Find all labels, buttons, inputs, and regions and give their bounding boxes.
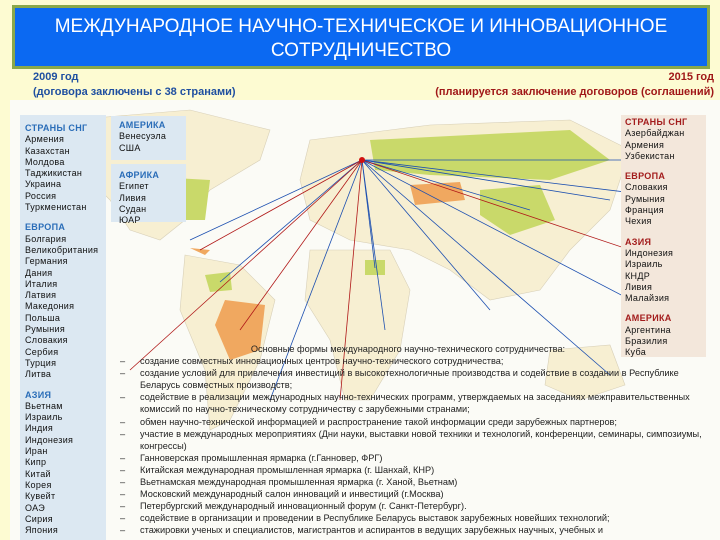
group-title: АМЕРИКА bbox=[625, 313, 672, 324]
group-title: ЕВРОПА bbox=[625, 171, 666, 182]
form-item: – Ганноверская промышленная ярмарка (г.Ганновер, ФРГ) bbox=[118, 452, 718, 464]
country-item: Кувейт bbox=[25, 491, 56, 502]
group-title: АЗИЯ bbox=[25, 389, 52, 400]
country-item: Молдова bbox=[25, 156, 65, 167]
country-item: Литва bbox=[25, 369, 52, 380]
country-item: Узбекистан bbox=[625, 150, 675, 161]
form-item: – стажировки ученых и специалистов, магистрантов и аспирантов в ведущих зарубежных научных, учебных и bbox=[118, 524, 718, 536]
country-item: Германия bbox=[25, 256, 68, 267]
form-item: – содействие в организации и проведении в Республике Беларусь выставок зарубежных новейших технологий; bbox=[118, 512, 718, 524]
form-item: – Московский международный салон инноваций и инвестиций (г.Москва) bbox=[118, 488, 718, 500]
belarus-marker bbox=[359, 157, 365, 163]
form-item: – создание условий для привлечения инвестиций в высокотехнологичные производства и содействие в создании в Республике Беларусь совместных производств; bbox=[118, 367, 718, 391]
year-2015-label bbox=[435, 70, 714, 100]
country-item: Латвия bbox=[25, 290, 57, 301]
year-2015: 2015 год bbox=[668, 71, 714, 83]
country-item: Словакия bbox=[625, 182, 668, 193]
forms-title: Основные формы международного научно-технического сотрудничества: bbox=[250, 344, 566, 354]
form-item: – Вьетнамская международная промышленная ярмарка (г. Ханой, Вьетнам) bbox=[118, 476, 718, 488]
country-item: Ливия bbox=[119, 192, 147, 203]
group-title: ЕВРОПА bbox=[25, 222, 66, 233]
country-item: Дания bbox=[25, 267, 53, 278]
country-item: Бразилия bbox=[625, 336, 668, 347]
country-item: Великобритания bbox=[25, 244, 99, 255]
country-item: Армения bbox=[625, 139, 665, 150]
form-item: – создание совместных инновационных центров научно-технического сотрудничества; bbox=[118, 355, 718, 367]
country-item: Аргентина bbox=[625, 324, 671, 335]
country-item: Сирия bbox=[25, 513, 53, 524]
america-2009-list bbox=[111, 116, 186, 160]
country-item: Казахстан bbox=[25, 145, 70, 156]
country-item: Польша bbox=[25, 312, 61, 323]
year-2009-label bbox=[33, 70, 236, 100]
country-item: Индонезия bbox=[25, 434, 74, 445]
country-item: ОАЭ bbox=[25, 502, 45, 513]
country-item: Индия bbox=[25, 423, 54, 434]
group-title: АФРИКА bbox=[119, 170, 160, 180]
group-title: СТРАНЫ СНГ bbox=[25, 123, 88, 133]
country-item: Италия bbox=[25, 278, 58, 289]
country-item: Куба bbox=[625, 347, 646, 358]
country-item: Сербия bbox=[25, 346, 59, 357]
country-item: Македония bbox=[25, 301, 75, 312]
page-title: МЕЖДУНАРОДНОЕ НАУЧНО-ТЕХНИЧЕСКОЕ И ИННОВАЦИОННОЕ СОТРУДНИЧЕСТВО bbox=[12, 5, 710, 69]
partners-2009-list bbox=[20, 115, 106, 540]
country-item: Корея bbox=[25, 479, 52, 490]
country-item: Кипр bbox=[25, 457, 47, 468]
country-item: Иран bbox=[25, 446, 48, 457]
country-item: Болгария bbox=[25, 233, 67, 244]
form-item: – Китайская международная промышленная ярмарка (г. Шанхай, КНР) bbox=[118, 464, 718, 476]
country-item: Словакия bbox=[25, 335, 68, 346]
country-item: Малайзия bbox=[625, 293, 670, 304]
form-item: – обмен научно-технической информацией и распространение такой информации среди зарубежных партнеров; bbox=[118, 416, 718, 428]
country-item: Армения bbox=[25, 134, 65, 145]
country-item: Япония bbox=[25, 525, 59, 536]
country-item: Франция bbox=[625, 205, 664, 216]
country-item: Россия bbox=[25, 190, 57, 201]
country-item: Венесуэла bbox=[119, 131, 167, 142]
africa-2009-list bbox=[111, 164, 186, 226]
country-item: Азербайджан bbox=[625, 128, 685, 139]
forms-list bbox=[118, 355, 718, 536]
country-item: Чехия bbox=[625, 216, 652, 227]
year-2015-note: (планируется заключение договоров (соглашений) bbox=[435, 86, 714, 98]
group-title: СТРАНЫ СНГ bbox=[625, 117, 688, 127]
year-2009: 2009 год bbox=[33, 71, 79, 83]
country-item: Израиль bbox=[25, 412, 63, 423]
country-item: Ливия bbox=[625, 281, 653, 292]
partners-2015-list bbox=[621, 115, 706, 357]
country-item: Китай bbox=[25, 468, 51, 479]
country-item: КНДР bbox=[625, 270, 651, 281]
form-item: – участие в международных мероприятиях (Дни науки, выставки новой техники и технологий, конференции, семинары, симпозиумы, конгрессы) bbox=[118, 428, 718, 452]
group-title: АМЕРИКА bbox=[119, 120, 166, 130]
country-item: Вьетнам bbox=[25, 400, 63, 411]
country-item: Египет bbox=[119, 181, 149, 192]
country-item: Румыния bbox=[25, 324, 66, 335]
cuba-shape bbox=[190, 248, 210, 255]
country-item: Индонезия bbox=[625, 247, 674, 258]
country-item: Турция bbox=[25, 357, 57, 368]
form-item: – содействие в реализации международных научно-технических программ, утверждаемых на заседаниях межправительственных комиссий по научно-техническому сотрудничеству с зарубежными странами; bbox=[118, 391, 718, 415]
country-item: Румыния bbox=[625, 193, 666, 204]
country-item: Судан bbox=[119, 203, 147, 214]
year-2009-note: (договора заключены с 38 странами) bbox=[33, 86, 236, 98]
country-item: ЮАР bbox=[119, 215, 141, 226]
country-item: Украина bbox=[25, 179, 62, 190]
group-title: АЗИЯ bbox=[625, 236, 652, 247]
cooperation-forms bbox=[118, 343, 718, 537]
country-item: Туркменистан bbox=[25, 202, 87, 213]
country-item: Таджикистан bbox=[25, 168, 83, 179]
country-item: Израиль bbox=[625, 259, 663, 270]
form-item: – Петербургский международный инновационный форум (г. Санкт-Петербург). bbox=[118, 500, 718, 512]
country-item: США bbox=[119, 142, 141, 153]
